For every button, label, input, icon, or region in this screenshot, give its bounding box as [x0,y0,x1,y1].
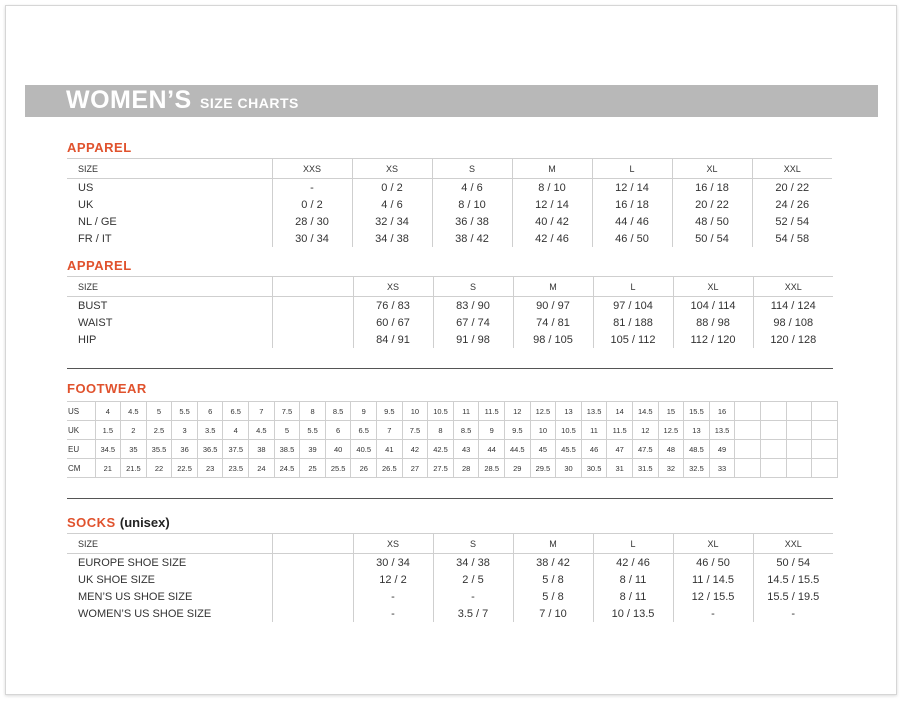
table-cell: 60 / 67 [353,314,433,331]
footwear-cell: 4.5 [249,421,275,440]
table-cell: 114 / 124 [753,297,833,315]
footwear-cell: 22.5 [172,459,198,478]
table-cell: 8 / 11 [593,571,673,588]
column-header [272,277,353,297]
footwear-cell: 36.5 [197,440,223,459]
table-cell: 48 / 50 [672,213,752,230]
table-cell: 38 / 42 [432,230,512,247]
table-header-row [67,159,832,179]
row-label: EUROPE SHOE SIZE [78,556,187,569]
footwear-cell: 24.5 [274,459,300,478]
footwear-section-title: FOOTWEAR [67,381,147,396]
table-cell: 5 / 8 [513,588,593,605]
table-cell: 0 / 2 [352,179,432,197]
footwear-cell: 31.5 [632,459,658,478]
footwear-cell [735,421,761,440]
table-cell: 8 / 10 [512,179,592,197]
table-cell: 104 / 114 [673,297,753,315]
table-row [67,314,833,331]
table-cell [272,331,353,348]
header-size-label: SIZE [67,277,272,297]
footwear-cell: 15.5 [684,402,710,421]
footwear-cell: 23 [197,459,223,478]
footwear-cell: 45.5 [556,440,582,459]
column-header: M [513,277,593,297]
footwear-cell: 46 [581,440,607,459]
footwear-row-label: CM [67,459,95,478]
table-cell: 5 / 8 [513,571,593,588]
footwear-cell: 2.5 [146,421,172,440]
table-cell: 4 / 6 [432,179,512,197]
column-header: M [513,534,593,554]
footwear-cell [760,440,786,459]
table-cell: 98 / 108 [753,314,833,331]
footwear-cell: 9 [351,402,377,421]
column-header: XS [353,534,433,554]
footwear-cell: 36 [172,440,198,459]
table-cell: 50 / 54 [753,554,833,572]
footwear-cell [760,459,786,478]
table-cell: - [753,605,833,622]
footwear-row [67,421,837,440]
table-cell: 20 / 22 [752,179,832,197]
footwear-cell: 13.5 [709,421,735,440]
footwear-cell: 45 [530,440,556,459]
footwear-cell: 31 [607,459,633,478]
footwear-cell [760,421,786,440]
footwear-cell: 2 [121,421,147,440]
table-cell: 91 / 98 [433,331,513,348]
footwear-cell [786,421,812,440]
column-header: S [433,534,513,554]
table-cell: - [272,179,352,197]
table-cell: 30 / 34 [353,554,433,572]
footwear-cell: 3.5 [197,421,223,440]
table-cell: 12 / 14 [592,179,672,197]
table-cell: 7 / 10 [513,605,593,622]
row-label: US [78,181,94,194]
table-cell: 12 / 2 [353,571,433,588]
column-header: M [512,159,592,179]
column-header: XS [352,159,432,179]
table-row [67,571,833,588]
footwear-cell: 38.5 [274,440,300,459]
table-cell: 40 / 42 [512,213,592,230]
footwear-cell: 8.5 [325,402,351,421]
footwear-cell: 39 [300,440,326,459]
table-cell: - [433,588,513,605]
table-header-row [67,277,833,297]
table-row [67,588,833,605]
footwear-cell: 48 [658,440,684,459]
footwear-cell: 14 [607,402,633,421]
footwear-row-label: US [67,402,95,421]
footwear-cell: 32 [658,459,684,478]
table-cell [272,605,353,622]
table-row [67,554,833,572]
column-header: XL [673,534,753,554]
footwear-cell: 21 [95,459,121,478]
footwear-cell: 10.5 [556,421,582,440]
footwear-cell: 16 [709,402,735,421]
footwear-cell: 9 [479,421,505,440]
apparel-size-table [67,158,832,247]
table-cell: 81 / 188 [593,314,673,331]
footwear-cell: 42.5 [428,440,454,459]
table-cell: 8 / 10 [432,196,512,213]
table-cell [272,554,353,572]
footwear-cell: 6.5 [351,421,377,440]
table-row [67,179,832,197]
footwear-cell: 47 [607,440,633,459]
table-cell: 15.5 / 19.5 [753,588,833,605]
table-cell: 46 / 50 [673,554,753,572]
table-cell: 2 / 5 [433,571,513,588]
apparel-measurements-table [67,276,833,348]
footwear-row [67,440,837,459]
socks-title-note: (unisex) [119,515,170,530]
column-header: XXL [752,159,832,179]
footwear-size-table [67,401,838,478]
footwear-cell: 25.5 [325,459,351,478]
table-cell: 44 / 46 [592,213,672,230]
column-header: XL [672,159,752,179]
table-cell [272,314,353,331]
table-cell: 30 / 34 [272,230,352,247]
footwear-cell: 44 [479,440,505,459]
footwear-cell: 12.5 [658,421,684,440]
footwear-cell: 12 [505,402,531,421]
footwear-cell: 43 [453,440,479,459]
footwear-cell: 41 [377,440,403,459]
footwear-cell [812,440,838,459]
footwear-cell [735,440,761,459]
footwear-cell: 11 [581,421,607,440]
footwear-cell: 4.5 [121,402,147,421]
footwear-cell: 3 [172,421,198,440]
row-label: WAIST [78,316,113,329]
footwear-cell: 15 [658,402,684,421]
table-row [67,331,833,348]
table-cell: 34 / 38 [433,554,513,572]
footwear-cell: 30 [556,459,582,478]
column-header: XL [673,277,753,297]
footwear-cell: 27 [402,459,428,478]
table-cell: 105 / 112 [593,331,673,348]
footwear-cell: 33 [709,459,735,478]
footwear-cell [812,402,838,421]
table-cell: 12 / 15.5 [673,588,753,605]
footwear-cell [812,459,838,478]
footwear-cell [786,402,812,421]
table-cell [272,588,353,605]
table-row [67,196,832,213]
footwear-cell: 9.5 [377,402,403,421]
footwear-cell: 10 [530,421,556,440]
column-header: XS [353,277,433,297]
table-cell: 83 / 90 [433,297,513,315]
footwear-cell [786,459,812,478]
row-label: NL / GE [78,215,117,228]
footwear-row-label: UK [67,421,95,440]
footwear-cell: 13 [556,402,582,421]
table-cell: 14.5 / 15.5 [753,571,833,588]
footwear-cell: 13 [684,421,710,440]
footwear-cell: 7 [377,421,403,440]
footwear-cell: 27.5 [428,459,454,478]
row-label: BUST [78,299,108,312]
footwear-cell: 49 [709,440,735,459]
footwear-cell [760,402,786,421]
footwear-cell: 5 [146,402,172,421]
table-row [67,213,832,230]
table-cell: 34 / 38 [352,230,432,247]
column-header: L [593,277,673,297]
footwear-cell: 28 [453,459,479,478]
footwear-cell: 32.5 [684,459,710,478]
footwear-cell: 7.5 [402,421,428,440]
footwear-cell: 42 [402,440,428,459]
column-header: XXS [272,159,352,179]
footwear-cell: 44.5 [505,440,531,459]
table-cell: 46 / 50 [592,230,672,247]
footwear-cell: 7.5 [274,402,300,421]
socks-title-text: SOCKS [67,515,116,530]
footwear-cell: 40 [325,440,351,459]
footwear-cell: 35.5 [146,440,172,459]
column-header: L [592,159,672,179]
footwear-cell: 7 [249,402,275,421]
table-cell: 120 / 128 [753,331,833,348]
table-cell [272,571,353,588]
table-cell: 54 / 58 [752,230,832,247]
table-cell: 88 / 98 [673,314,753,331]
header-size-label: SIZE [67,534,272,554]
table-cell: - [353,588,433,605]
footwear-cell [735,402,761,421]
row-label: WOMEN’S US SHOE SIZE [78,607,212,620]
footwear-cell: 25 [300,459,326,478]
table-cell: 112 / 120 [673,331,753,348]
table-cell: 84 / 91 [353,331,433,348]
footwear-cell: 5 [274,421,300,440]
footwear-cell: 35 [121,440,147,459]
column-header: XXL [753,534,833,554]
footwear-cell: 47.5 [632,440,658,459]
table-cell: 52 / 54 [752,213,832,230]
column-header: S [433,277,513,297]
row-label: HIP [78,333,97,346]
footwear-cell: 12 [632,421,658,440]
table-cell: 42 / 46 [512,230,592,247]
footwear-cell: 6.5 [223,402,249,421]
footwear-cell: 40.5 [351,440,377,459]
footwear-cell: 8 [300,402,326,421]
socks-section-title [67,515,170,530]
header-size-label: SIZE [67,159,272,179]
footwear-cell: 11.5 [607,421,633,440]
footwear-cell: 29 [505,459,531,478]
footwear-row [67,459,837,478]
page-subtitle: SIZE CHARTS [200,95,299,111]
footwear-cell: 9.5 [505,421,531,440]
footwear-cell [812,421,838,440]
footwear-row-label: EU [67,440,95,459]
footwear-cell: 26.5 [377,459,403,478]
footwear-cell: 4 [95,402,121,421]
footwear-cell: 13.5 [581,402,607,421]
footwear-cell: 22 [146,459,172,478]
footwear-cell: 12.5 [530,402,556,421]
table-cell: 8 / 11 [593,588,673,605]
table-cell: 98 / 105 [513,331,593,348]
column-header [272,534,353,554]
table-cell: 24 / 26 [752,196,832,213]
table-cell: 16 / 18 [672,179,752,197]
footwear-cell: 48.5 [684,440,710,459]
footwear-cell: 10.5 [428,402,454,421]
table-cell: 10 / 13.5 [593,605,673,622]
footwear-cell: 6 [197,402,223,421]
footwear-cell: 8.5 [453,421,479,440]
table-cell: 12 / 14 [512,196,592,213]
table-cell [272,297,353,315]
table-cell: 4 / 6 [352,196,432,213]
footwear-cell: 34.5 [95,440,121,459]
table-cell: 74 / 81 [513,314,593,331]
table-cell: 20 / 22 [672,196,752,213]
footwear-cell: 14.5 [632,402,658,421]
footwear-cell: 21.5 [121,459,147,478]
socks-size-table [67,533,833,622]
table-cell: 50 / 54 [672,230,752,247]
footwear-cell: 4 [223,421,249,440]
footwear-cell: 11 [453,402,479,421]
footwear-cell: 10 [402,402,428,421]
apparel-measurements-section-title: APPAREL [67,258,132,273]
title-banner [25,85,878,117]
column-header: XXL [753,277,833,297]
footwear-cell: 23.5 [223,459,249,478]
table-cell: 36 / 38 [432,213,512,230]
table-cell: 90 / 97 [513,297,593,315]
footwear-cell: 6 [325,421,351,440]
table-cell: 28 / 30 [272,213,352,230]
section-divider [67,368,833,369]
table-cell: 11 / 14.5 [673,571,753,588]
row-label: FR / IT [78,232,112,245]
row-label: UK SHOE SIZE [78,573,156,586]
table-cell: 38 / 42 [513,554,593,572]
table-row [67,605,833,622]
page-title: WOMEN’S [66,86,192,114]
table-cell: - [353,605,433,622]
footwear-cell: 5.5 [172,402,198,421]
row-label: UK [78,198,94,211]
table-row [67,297,833,315]
footwear-cell: 11.5 [479,402,505,421]
footwear-cell: 37.5 [223,440,249,459]
column-header: L [593,534,673,554]
footwear-cell: 38 [249,440,275,459]
footwear-row [67,402,837,421]
table-cell: 67 / 74 [433,314,513,331]
footwear-cell: 5.5 [300,421,326,440]
column-header: S [432,159,512,179]
footwear-cell: 8 [428,421,454,440]
footwear-cell: 28.5 [479,459,505,478]
table-cell: 76 / 83 [353,297,433,315]
section-divider [67,498,833,499]
table-cell: 97 / 104 [593,297,673,315]
table-row [67,230,832,247]
table-cell: 42 / 46 [593,554,673,572]
table-cell: 16 / 18 [592,196,672,213]
table-cell: 0 / 2 [272,196,352,213]
footwear-cell: 24 [249,459,275,478]
footwear-cell: 1.5 [95,421,121,440]
table-cell: - [673,605,753,622]
footwear-cell [786,440,812,459]
footwear-cell: 30.5 [581,459,607,478]
table-cell: 3.5 / 7 [433,605,513,622]
apparel-section-title: APPAREL [67,140,132,155]
footwear-cell [735,459,761,478]
footwear-cell: 26 [351,459,377,478]
table-cell: 32 / 34 [352,213,432,230]
footwear-cell: 29.5 [530,459,556,478]
row-label: MEN’S US SHOE SIZE [78,590,193,603]
table-header-row [67,534,833,554]
